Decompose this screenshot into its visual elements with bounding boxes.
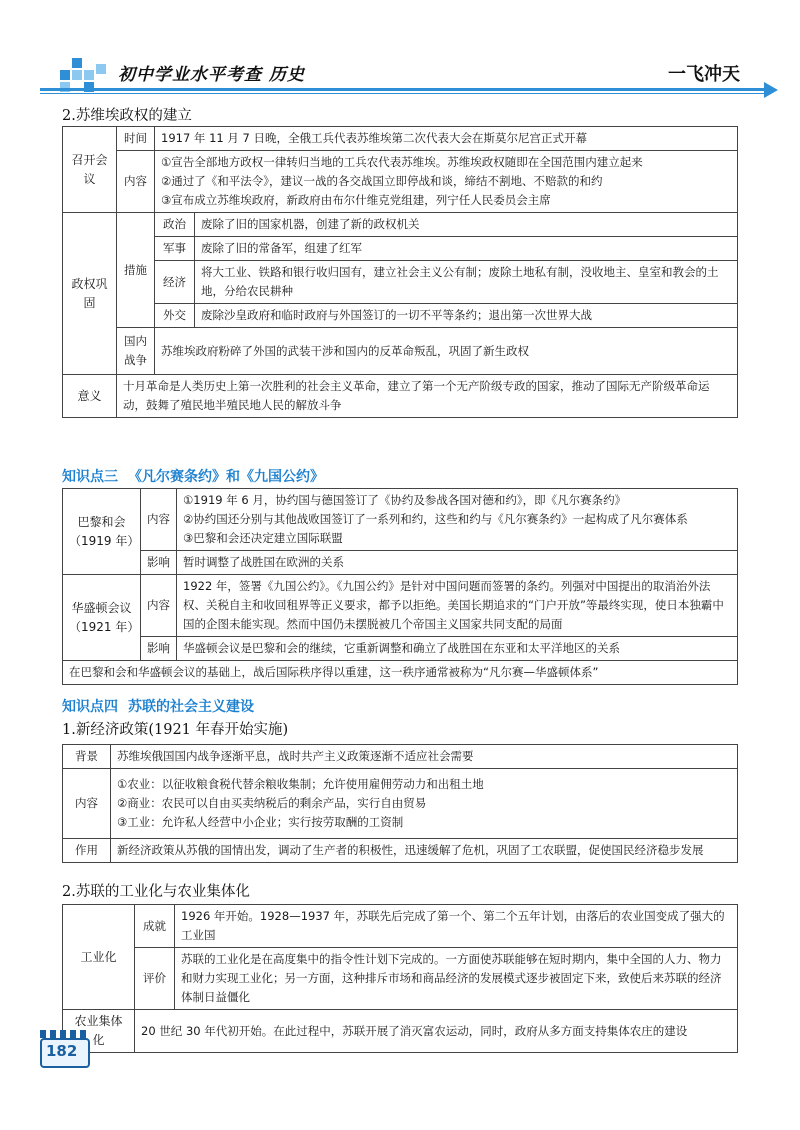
cell-summary: 在巴黎和会和华盛顿会议的基础上，战后国际秩序得以重建，这一秩序通常被称为“凡尔赛—华盛顿体系”: [63, 661, 738, 685]
cell-washington-content: 1922 年，签署《九国公约》。《九国公约》是针对中国问题而签署的条约。列强对中国提出的取消治外法权、关税自主和收回租界等正义要求，都予以拒绝。美国长期追求的“门户开放”等最终实现，使日本独霸中国的企图未能实现。然而中国仍未摆脱被几个帝国主义国家共同支配的局面: [177, 575, 738, 637]
cell-war: 苏维埃政府粉碎了外国的武装干涉和国内的反革命叛乱，巩固了新生政权: [155, 328, 738, 375]
kp3-title: 《凡尔赛条约》和《九国公约》: [128, 469, 324, 485]
cell-achievement: 1926 年开始。1928—1937 年，苏联先后完成了第一个、第二个五年计划，由落后的农业国变成了强大的工业国: [175, 905, 738, 948]
page-header: [40, 48, 770, 100]
row-label-washington: [63, 575, 141, 661]
knowledge-point-4-heading: [62, 696, 254, 716]
cell-label-impact: 影响: [141, 637, 177, 661]
list-item: ①宣告全部地方政权一律转归当地的工兵农代表苏维埃。苏维埃政权随即在全国范围内建立起来: [161, 155, 643, 169]
cell-time: 1917 年 11 月 7 日晚，全俄工兵代表苏维埃第二次代表大会在斯莫尔尼宫正式开幕: [155, 127, 738, 151]
cell-label-evaluation: 评价: [135, 948, 175, 1010]
paris-year: （1919 年）: [69, 533, 140, 548]
page-number-badge: [40, 1030, 92, 1068]
list-item: ③巴黎和会还决定建立国际联盟: [183, 531, 343, 545]
washington-year: （1921 年）: [69, 619, 140, 634]
header-rule: [40, 88, 770, 91]
cell-label-war: 国内战争: [117, 328, 155, 375]
kp3-label: 知识点三: [62, 469, 118, 485]
header-rule-thin: [40, 93, 770, 94]
row-label-collectivization: 农业集体化: [63, 1010, 135, 1053]
page-number: 182: [46, 1042, 78, 1060]
cell-label-measures: 措施: [117, 213, 155, 328]
treaty-table: [62, 488, 738, 685]
cell-significance: 十月革命是人类历史上第一次胜利的社会主义革命，建立了第一个无产阶级专政的国家，推动了国际无产阶级革命运动，鼓舞了殖民地半殖民地人民的解放斗争: [117, 375, 738, 418]
cell-label-time: 时间: [117, 127, 155, 151]
cell-label-content: 内容: [117, 151, 155, 213]
cell-collectivization: 20 世纪 30 年代初开始。在此过程中，苏联开展了消灭富农运动，同时，政府从多方面支持集体农庄的建设: [135, 1010, 738, 1053]
cell-label-politics: 政治: [155, 213, 195, 237]
cell-label-content: 内容: [141, 575, 177, 637]
clapper-icon: [40, 1030, 88, 1038]
row-label-significance: 意义: [63, 375, 117, 418]
section-heading-soviet: 2.苏维埃政权的建立: [62, 108, 192, 124]
row-label-paris: [63, 489, 141, 575]
soviet-regime-table: [62, 126, 738, 418]
cell-label-diplomacy: 外交: [155, 304, 195, 328]
cell-economy: 将大工业、铁路和银行收归国有，建立社会主义公有制；废除土地私有制，没收地主、皇室和教会的土地，分给农民耕种: [195, 261, 738, 304]
list-item: ②商业：农民可以自由买卖纳税后的剩余产品，实行自由贸易: [117, 796, 427, 810]
section-heading-industrialization: 2.苏联的工业化与农业集体化: [62, 884, 250, 900]
industrialization-table: [62, 904, 738, 1053]
cell-background: 苏维埃俄国国内战争逐渐平息，战时共产主义政策逐渐不适应社会需要: [111, 745, 738, 769]
cell-label-achievement: 成就: [135, 905, 175, 948]
list-item: ②通过了《和平法令》，建议一战的各交战国立即停战和谈，缔结不割地、不赔款的和约: [161, 174, 603, 188]
paris-label: 巴黎和会: [77, 514, 126, 529]
list-item: ③宣布成立苏维埃政府，新政府由布尔什维克党组建，列宁任人民委员会主席: [161, 193, 551, 207]
list-item: ③工业：允许私人经营中小企业；实行按劳取酬的工资制: [117, 815, 404, 829]
cell-label-effect: 作用: [63, 839, 111, 863]
cell-label-economy: 经济: [155, 261, 195, 304]
row-label-industrialization: 工业化: [63, 905, 135, 1010]
cell-label-military: 军事: [155, 237, 195, 261]
cell-label-background: 背景: [63, 745, 111, 769]
section-heading-nep: 1.新经济政策(1921 年春开始实施): [62, 722, 289, 738]
cell-washington-impact: 华盛顿会议是巴黎和会的继续，它重新调整和确立了战胜国在东亚和太平洋地区的关系: [177, 637, 738, 661]
kp4-title: 苏联的社会主义建设: [128, 699, 254, 715]
header-arrow-icon: [764, 82, 778, 98]
washington-label: 华盛顿会议: [71, 600, 132, 615]
header-brand-logo: 一飞冲天: [668, 64, 740, 85]
cell-effect: 新经济政策从苏俄的国情出发，调动了生产者的积极性，迅速缓解了危机，巩固了工农联盟，促使国民经济稳步发展: [111, 839, 738, 863]
cell-evaluation: 苏联的工业化是在高度集中的指令性计划下完成的。一方面使苏联能够在短时期内，集中全国的人力、物力和财力实现工业化；另一方面，这种排斥市场和商品经济的发展模式逐步被固定下来，致使后来苏联的经济体制日益僵化: [175, 948, 738, 1010]
nep-table: [62, 744, 738, 863]
row-label-consolidate: 政权巩固: [63, 213, 117, 375]
list-item: ①农业：以征收粮食税代替余粮收集制；允许使用雇佣劳动力和出租土地: [117, 777, 484, 791]
cell-paris-impact: 暂时调整了战胜国在欧洲的关系: [177, 551, 738, 575]
cell-military: 废除了旧的常备军，组建了红军: [195, 237, 738, 261]
cell-label-content: 内容: [63, 769, 111, 839]
cell-content: [155, 151, 738, 213]
list-item: ②协约国还分别与其他战败国签订了一系列和约，这些和约与《凡尔赛条约》一起构成了凡尔赛体系: [183, 512, 688, 526]
cell-politics: 废除了旧的国家机器，创建了新的政权机关: [195, 213, 738, 237]
cell-label-impact: 影响: [141, 551, 177, 575]
cell-label-content: 内容: [141, 489, 177, 551]
header-title: 初中学业水平考查 历史: [118, 65, 305, 85]
kp4-label: 知识点四: [62, 699, 118, 715]
knowledge-point-3-heading: [62, 466, 324, 486]
cell-nep-content: [111, 769, 738, 839]
cell-paris-content: [177, 489, 738, 551]
cell-diplomacy: 废除沙皇政府和临时政府与外国签订的一切不平等条约；退出第一次世界大战: [195, 304, 738, 328]
row-label-convene: 召开会议: [63, 127, 117, 213]
list-item: ①1919 年 6 月，协约国与德国签订了《协约及参战各国对德和约》，即《凡尔赛条约》: [183, 493, 627, 507]
